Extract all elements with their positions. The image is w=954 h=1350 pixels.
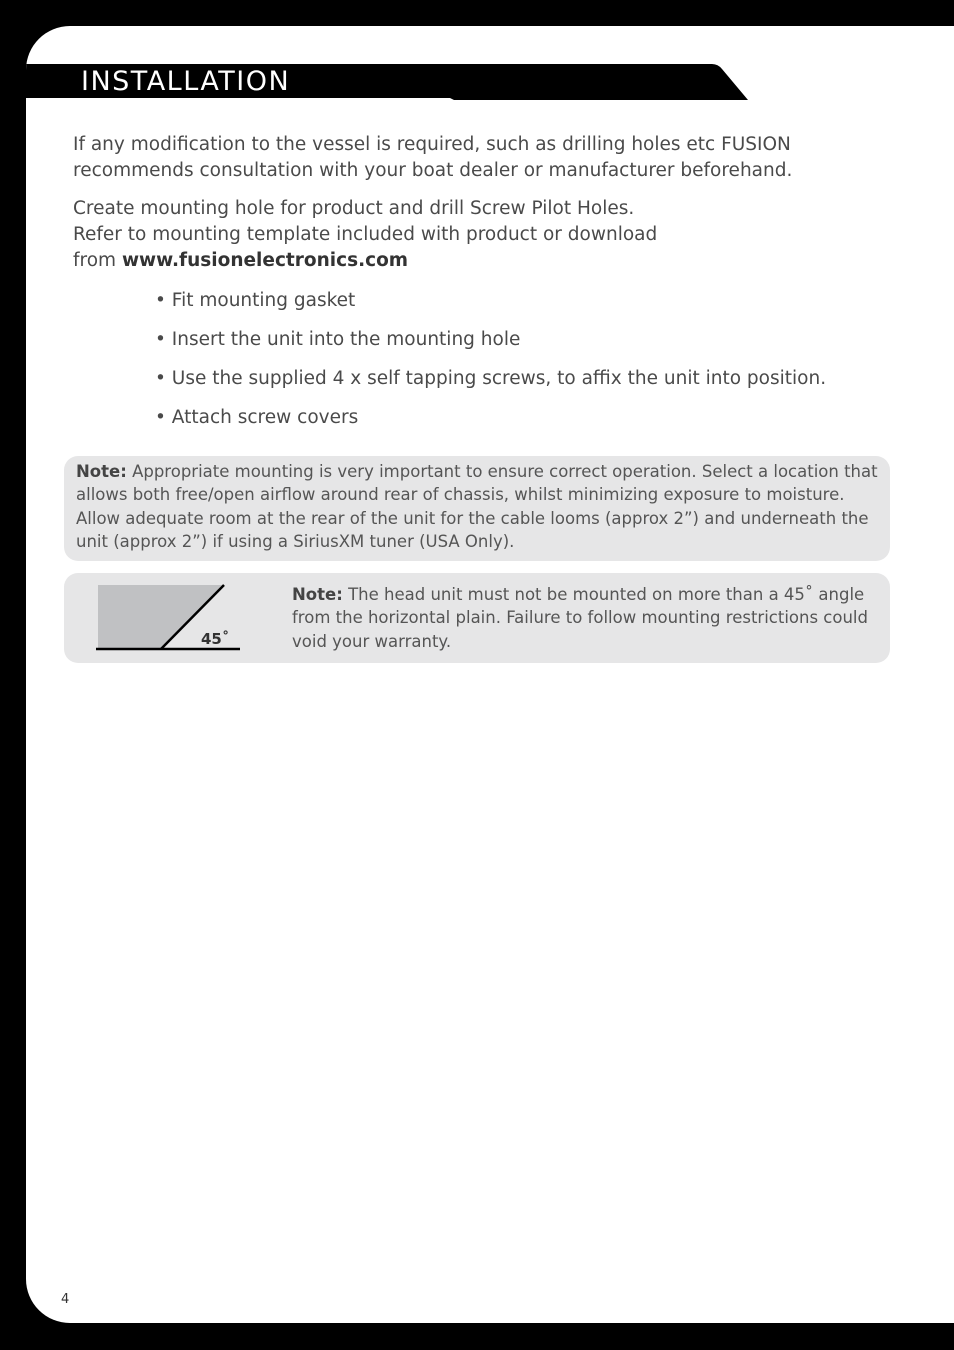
instructions-line-1: Create mounting hole for product and drill Screw Pilot Holes. <box>73 198 635 219</box>
angle-note <box>64 573 890 663</box>
note-body: The head unit must not be mounted on more than a 45˚ angle from the horizontal plain. Failure to follow mounting restrictions could void your warranty. <box>292 585 868 651</box>
angle-note-text <box>292 583 882 653</box>
step-item: • Use the supplied 4 x self tapping screws, to affix the unit into position. <box>155 368 827 389</box>
instructions-line-3-prefix: from <box>73 250 122 271</box>
step-item: • Attach screw covers <box>155 407 359 428</box>
step-item: • Insert the unit into the mounting hole <box>155 329 521 350</box>
note-label: Note: <box>76 462 127 481</box>
angle-label: 45˚ <box>201 630 230 648</box>
page-number: 4 <box>61 1292 70 1307</box>
angle-diagram-icon <box>94 581 244 653</box>
note-label: Note: <box>292 585 343 604</box>
website-link[interactable]: www.fusionelectronics.com <box>121 250 409 271</box>
intro-paragraph: If any modification to the vessel is required, such as drilling holes etc FUSION recommends consultation with your boat dealer or manufacturer beforehand. <box>73 134 793 181</box>
page-title: INSTALLATION <box>81 66 291 97</box>
instructions-line-2: Refer to mounting template included with product or download <box>73 224 658 245</box>
instructions-line-3 <box>73 248 773 274</box>
mounting-note-text <box>76 460 884 554</box>
mounting-note <box>64 456 890 561</box>
note-body: Appropriate mounting is very important to ensure correct operation. Select a location that allows both free/open airflow around rear of chassis, whilst minimizing exposure to moisture. Allow adequate room at the rear of the unit for the cable looms (approx 2”) and underneath the unit (approx 2”) if using a SiriusXM tuner (USA Only). <box>76 462 878 552</box>
step-item: • Fit mounting gasket <box>155 290 356 311</box>
page <box>26 26 954 1323</box>
installation-steps <box>155 288 826 444</box>
instructions-paragraph <box>73 196 773 274</box>
